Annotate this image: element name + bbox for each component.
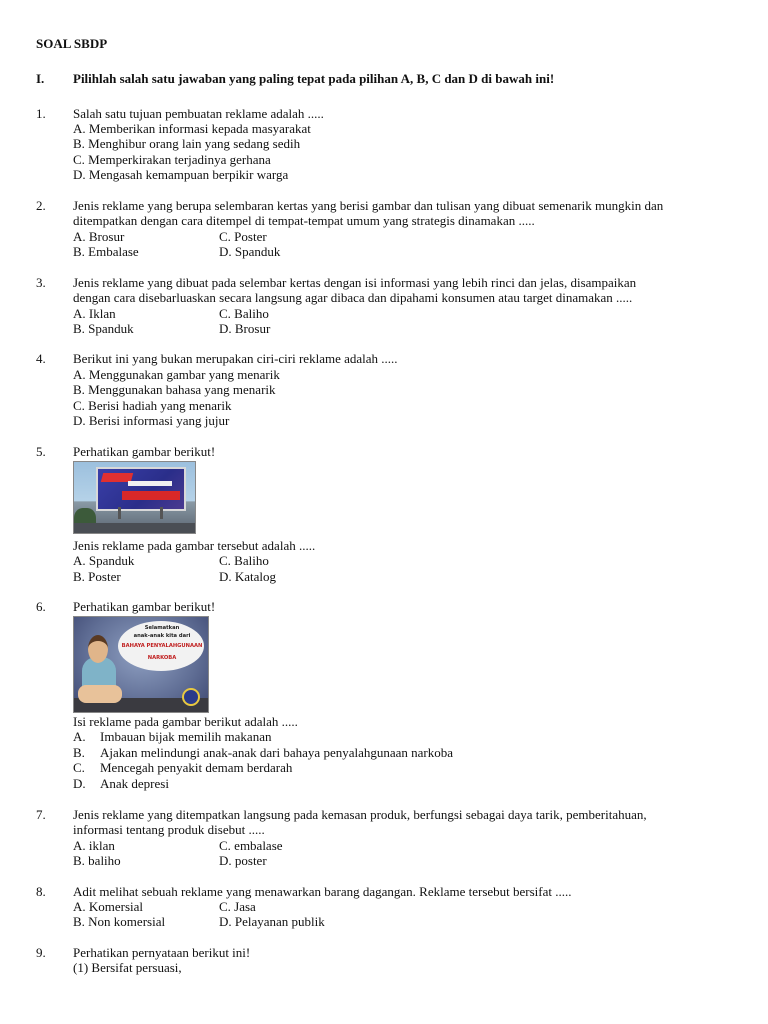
option-b[interactable]: Ajakan melindungi anak-anak dari bahaya penyalahgunaan narkoba [100, 745, 454, 760]
option-c[interactable]: C. Baliho [219, 553, 269, 568]
bnn-logo-icon [182, 688, 200, 706]
question-text: ditempatkan dengan cara ditempel di tempat-tempat umum yang strategis dinamakan ..... [73, 213, 535, 228]
question-text: Berikut ini yang bukan merupakan ciri-ciri reklame adalah ..... [73, 351, 398, 366]
option-a[interactable]: A. Iklan [73, 306, 116, 321]
billboard-image [73, 461, 196, 534]
question-number: 8. [36, 884, 46, 899]
question-text: Perhatikan gambar berikut! [73, 599, 216, 614]
statement: (1) Bersifat persuasi, [73, 960, 182, 975]
question-text: Adit melihat sebuah reklame yang menawarkan barang dagangan. Reklame tersebut bersifat ..... [73, 884, 572, 899]
question-text: Isi reklame pada gambar berikut adalah ..... [73, 714, 298, 729]
option-d[interactable]: D. Katalog [219, 569, 277, 584]
option-c[interactable]: C. Jasa [219, 899, 256, 914]
option-d[interactable]: D. Brosur [219, 321, 271, 336]
option-letter: D. [73, 776, 86, 791]
option-c[interactable]: C. Memperkirakan terjadinya gerhana [73, 152, 271, 167]
section-instruction: Pilihlah salah satu jawaban yang paling tepat pada pilihan A, B, C dan D di bawah ini! [73, 71, 555, 86]
question-text: dengan cara disebarluaskan secara langsung agar dibaca dan dipahami konsumen atau target dinamakan ..... [73, 290, 633, 305]
question-text: Jenis reklame yang berupa selembaran kertas yang berisi gambar dan tulisan yang dibuat semenarik mungkin dan [73, 198, 664, 213]
option-d[interactable]: D. Berisi informasi yang jujur [73, 413, 230, 428]
question-text: Salah satu tujuan pembuatan reklame adalah ..... [73, 106, 324, 121]
option-a[interactable]: A. iklan [73, 838, 115, 853]
question-text: Jenis reklame yang ditempatkan langsung pada kemasan produk, berfungsi sebagai daya tarik, pemberitahuan, [73, 807, 647, 822]
page-title: SOAL SBDP [36, 36, 108, 51]
question-text: Perhatikan pernyataan berikut ini! [73, 945, 251, 960]
option-c[interactable]: C. embalase [219, 838, 283, 853]
option-b[interactable]: B. Non komersial [73, 914, 166, 929]
question-text: Jenis reklame yang dibuat pada selembar kertas dengan isi informasi yang lebih rinci dan jelas, disampaikan [73, 275, 637, 290]
option-a[interactable]: Imbauan bijak memilih makanan [100, 729, 272, 744]
poster-text-line: Selamatkan [144, 625, 180, 631]
question-text: Perhatikan gambar berikut! [73, 444, 216, 459]
poster-text-line: anak-anak kita dari [133, 633, 191, 639]
option-letter: A. [73, 729, 86, 744]
poster-text-line: NARKOBA [147, 655, 177, 661]
option-d[interactable]: Anak depresi [100, 776, 169, 791]
question-number: 9. [36, 945, 46, 960]
option-c[interactable]: C. Berisi hadiah yang menarik [73, 398, 232, 413]
option-c[interactable]: C. Poster [219, 229, 267, 244]
option-b[interactable]: B. Embalase [73, 244, 139, 259]
option-d[interactable]: D. poster [219, 853, 267, 868]
question-text: Jenis reklame pada gambar tersebut adalah ..... [73, 538, 316, 553]
option-a[interactable]: A. Spanduk [73, 553, 135, 568]
question-number: 4. [36, 351, 46, 366]
question-number: 5. [36, 444, 46, 459]
option-c[interactable]: Mencegah penyakit demam berdarah [100, 760, 293, 775]
option-a[interactable]: A. Memberikan informasi kepada masyarakat [73, 121, 311, 136]
option-d[interactable]: D. Spanduk [219, 244, 281, 259]
option-b[interactable]: B. Menggunakan bahasa yang menarik [73, 382, 276, 397]
option-d[interactable]: D. Mengasah kemampuan berpikir warga [73, 167, 289, 182]
question-text: informasi tentang produk disebut ..... [73, 822, 265, 837]
option-d[interactable]: D. Pelayanan publik [219, 914, 325, 929]
option-letter: B. [73, 745, 85, 760]
question-number: 3. [36, 275, 46, 290]
option-letter: C. [73, 760, 85, 775]
option-a[interactable]: A. Komersial [73, 899, 144, 914]
question-number: 2. [36, 198, 46, 213]
section-number: I. [36, 71, 45, 86]
poster-text-line: BAHAYA PENYALAHGUNAAN [121, 643, 203, 649]
option-b[interactable]: B. baliho [73, 853, 121, 868]
question-number: 7. [36, 807, 46, 822]
option-b[interactable]: B. Poster [73, 569, 121, 584]
option-b[interactable]: B. Spanduk [73, 321, 134, 336]
narkoba-poster-image [73, 616, 209, 713]
option-a[interactable]: A. Brosur [73, 229, 125, 244]
option-b[interactable]: B. Menghibur orang lain yang sedang sedih [73, 136, 301, 151]
question-number: 6. [36, 599, 46, 614]
option-c[interactable]: C. Baliho [219, 306, 269, 321]
option-a[interactable]: A. Menggunakan gambar yang menarik [73, 367, 280, 382]
question-number: 1. [36, 106, 46, 121]
